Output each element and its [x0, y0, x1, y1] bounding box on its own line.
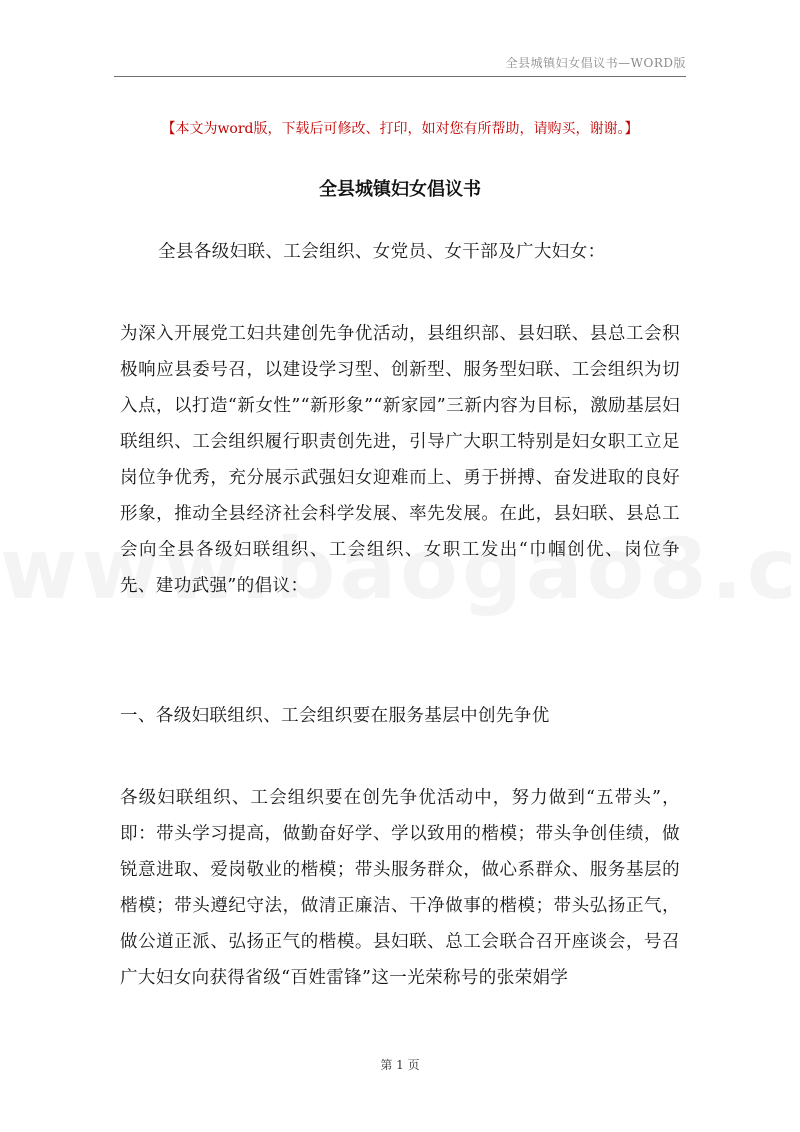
header-divider: [114, 76, 686, 77]
paragraph-intro: 为深入开展党工妇共建创先争优活动，县组织部、县妇联、县总工会积极响应县委号召，以建设学习型、创新型、服务型妇联、工会组织为切入点，以打造“新女性”“新形象”“新家园”三新内容为目标，激励基层妇联组织、工会组织履行职责创先进，引导广大职工特别是妇女职工立足岗位争优秀，充分展示武强妇女迎难而上、勇于拼搏、奋发进取的良好形象，推动全县经济社会科学发展、率先发展。在此，县妇联、县总工会向全县各级妇联组织、工会组织、女职工发出“巾帼创优、岗位争先、建功武强”的倡议：: [120, 324, 680, 596]
salutation: 全县各级妇联、工会组织、女党员、女干部及广大妇女：: [158, 242, 606, 262]
page-header-text: 全县城镇妇女倡议书—WORD版: [505, 56, 686, 70]
page-number: 第 1 页: [380, 1058, 420, 1072]
document-title: 全县城镇妇女倡议书: [319, 179, 481, 200]
section-heading-1: 一、各级妇联组织、工会组织要在服务基层中创先争优: [120, 706, 550, 726]
paragraph-section-1: 各级妇联组织、工会组织要在创先争优活动中，努力做到“五带头”，即：带头学习提高，做勤奋好学、学以致用的楷模；带头争创佳绩，做锐意进取、爱岗敬业的楷模；带头服务群众，做心系群众、服务基层的楷模；带头遵纪守法，做清正廉洁、干净做事的楷模；带头弘扬正气，做公道正派、弘扬正气的楷模。县妇联、总工会联合召开座谈会，号召广大妇女向获得省级“百姓雷锋”这一光荣称号的张荣娟学: [120, 788, 680, 988]
download-notice: 【本文为word版，下载后可修改、打印，如对您有所帮助，请购买，谢谢。】: [161, 121, 639, 137]
